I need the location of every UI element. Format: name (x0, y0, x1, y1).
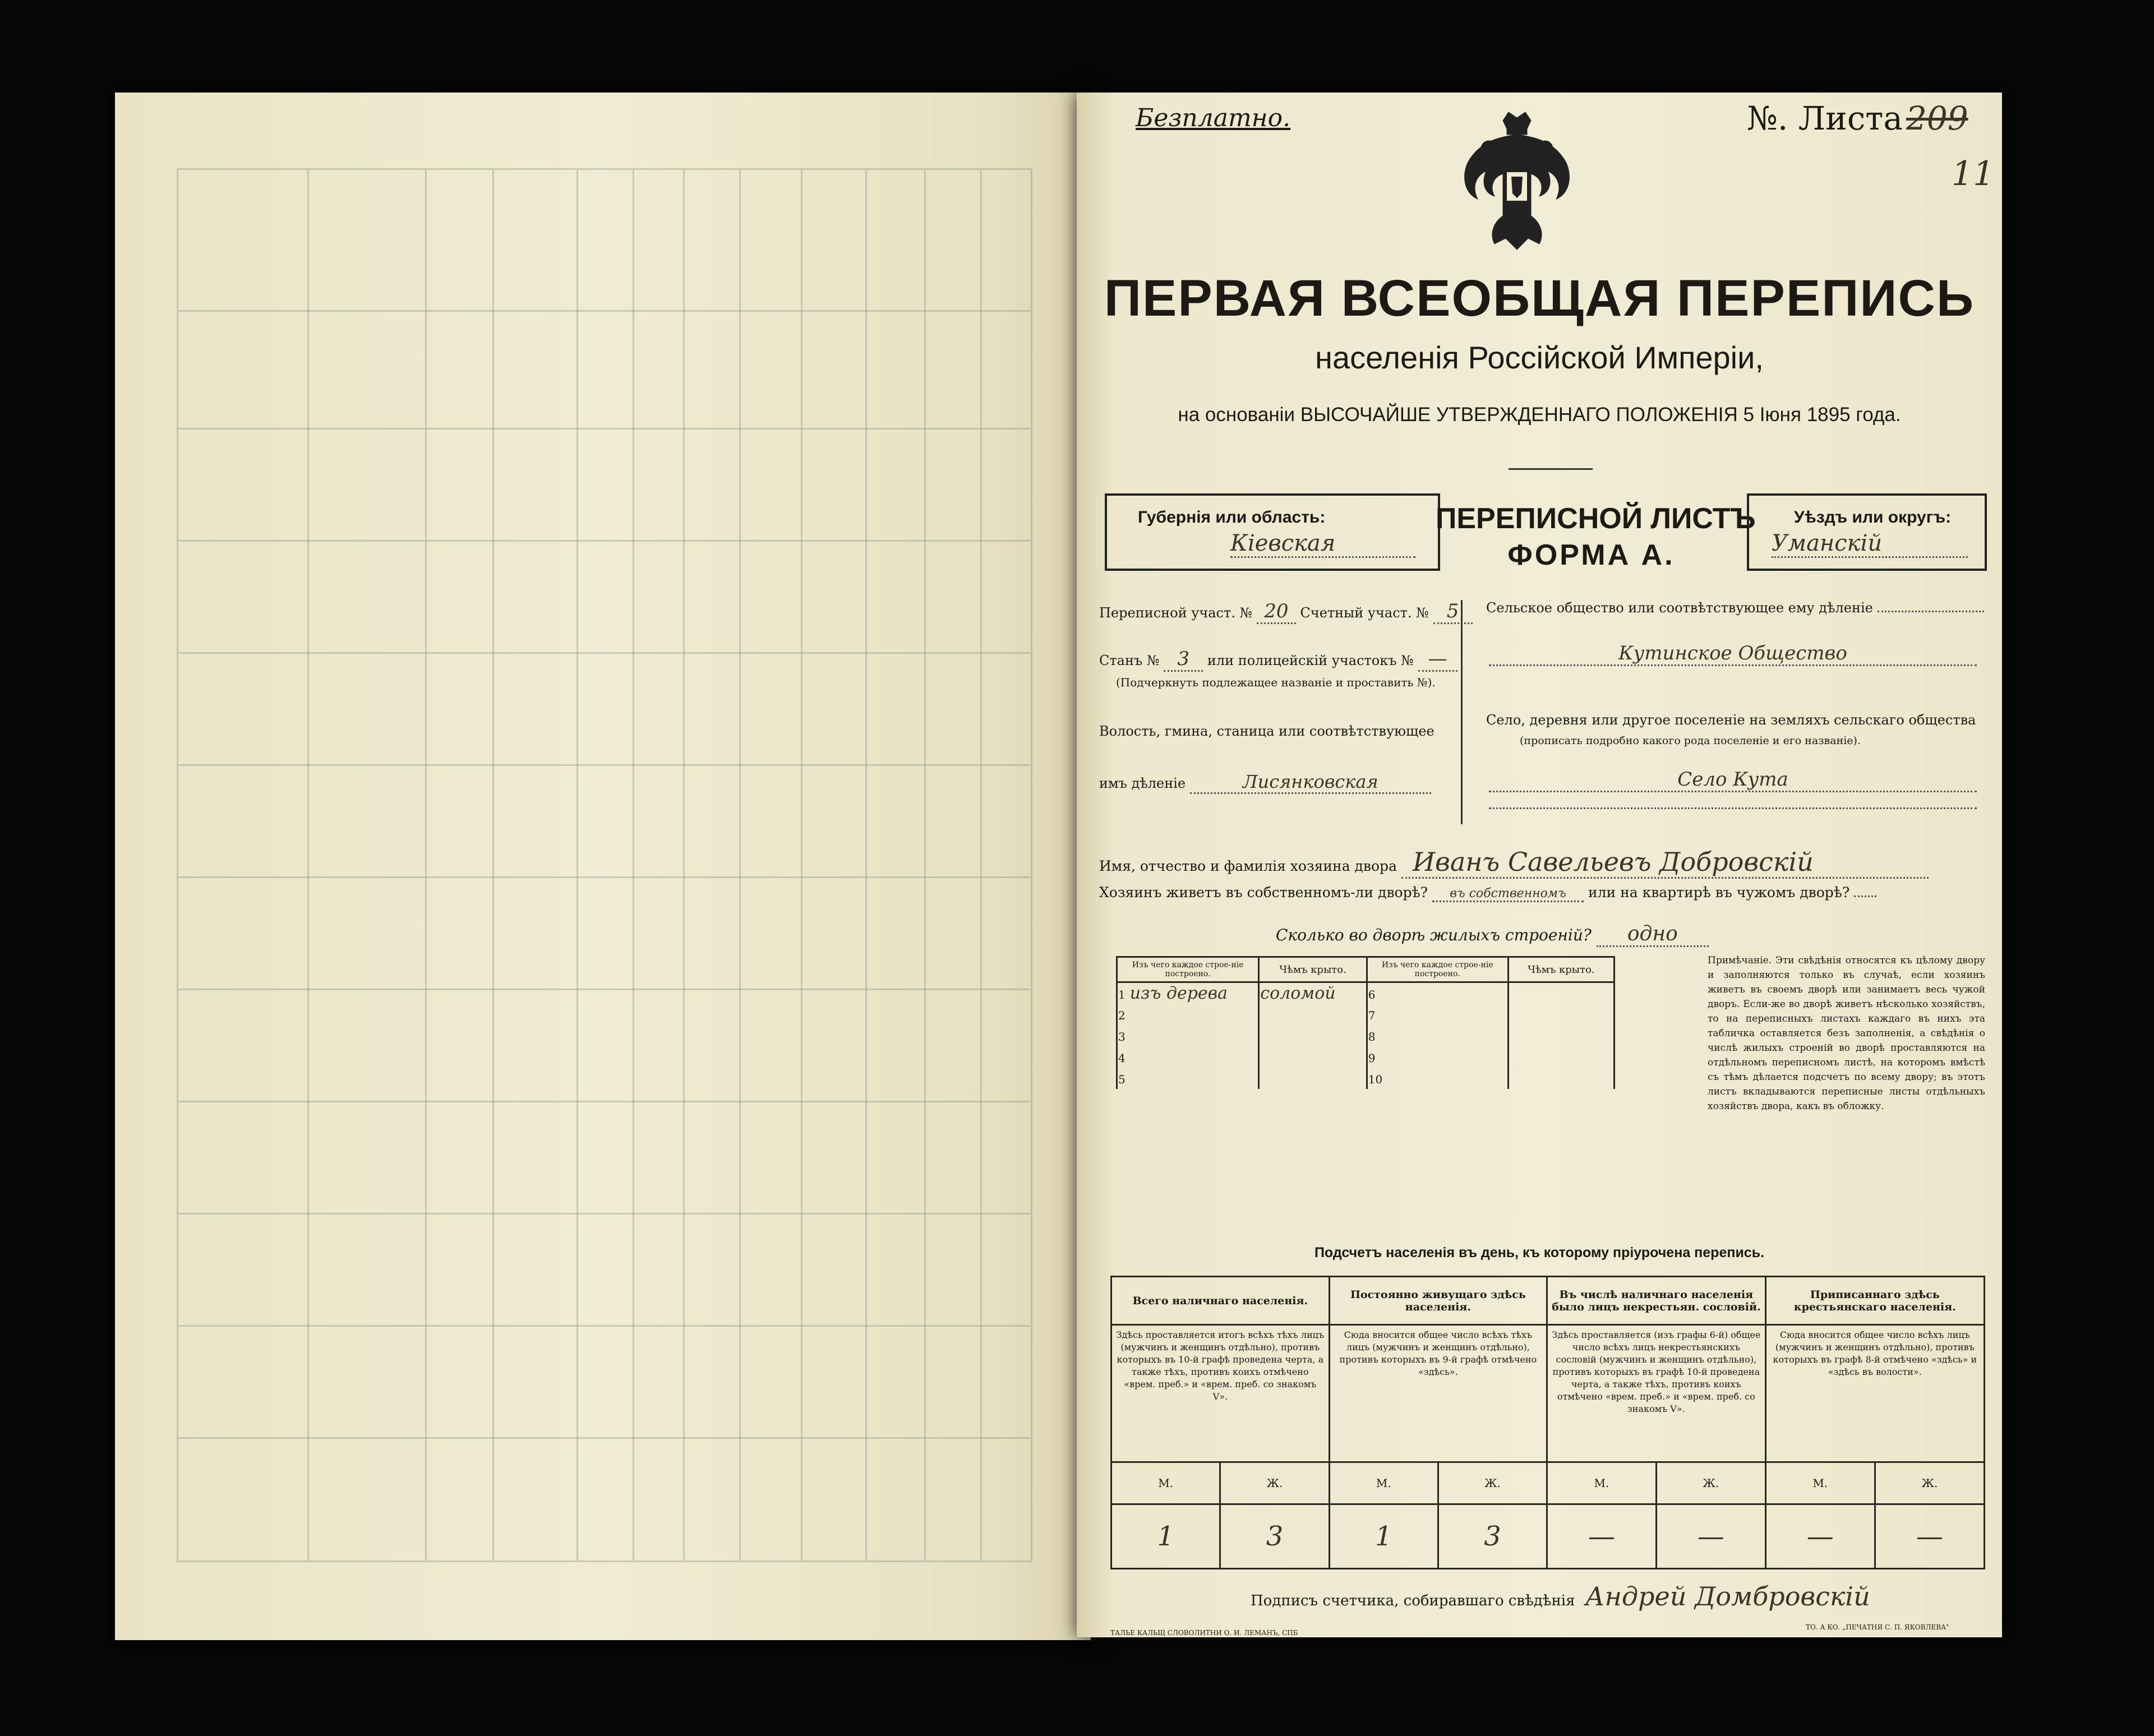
imprint-right: ТО. А КО. „ПЕЧАТНЯ С. П. ЯКОВЛЕВА" (1806, 1623, 1949, 1631)
count-value-m: 1 (1111, 1504, 1220, 1569)
province-value: Кіевская (1230, 530, 1415, 558)
legal-basis-line: на основаніи ВЫСОЧАЙШЕ УТВЕРЖДЕННАГО ПОЛОЖЕНІЯ 5 Іюня 1895 года. (1178, 404, 1901, 426)
material-cell (1367, 1004, 1508, 1025)
table-row (1117, 1046, 1615, 1068)
corner-pencil-mark: 11 (1952, 154, 1995, 193)
field-column-divider (1461, 600, 1463, 824)
table-row (1117, 1004, 1615, 1025)
count-col-head: Постоянно живущаго здѣсь населенія. (1329, 1277, 1547, 1325)
count-col-desc: Здѣсь проставляется (изъ графы 6-й) общее число всѣхъ лицъ некрестьянскихъ сословій (мужчинъ и женщинъ отдѣльно), противъ которыхъ въ графѣ 10-й проведена черта, а также тѣхъ, противъ коихъ отмѣчено «врем. преб.» и «врем. преб. со знакомъ V». (1547, 1325, 1766, 1462)
col-roof: Чѣмъ крыто. (1259, 957, 1367, 982)
province-label: Губернія или область: (1138, 508, 1326, 527)
society-value: Кутинское Общество (1489, 642, 1977, 666)
row-number: 1 (1118, 988, 1126, 1001)
count-head-row (1111, 1277, 1985, 1325)
district-value: Уманскій (1772, 530, 1968, 558)
sex-header-m: М. (1765, 1462, 1875, 1504)
sex-header-f: Ж. (1438, 1462, 1547, 1504)
buildings-count-value: одно (1597, 922, 1709, 947)
count-col-head: Всего наличнаго населенія. (1111, 1277, 1330, 1325)
census-section-field: Переписной участ. № 20 Счетный участ. № 5 (1099, 600, 1473, 624)
signature-field: Подписъ счетчика, собиравшаго свѣдѣнія Андрей Домбровскій (1251, 1581, 1870, 1612)
roof-cell (1508, 1046, 1614, 1068)
stan-value: 3 (1164, 648, 1203, 672)
count-mf-row (1111, 1462, 1985, 1504)
row-number: 5 (1118, 1073, 1126, 1086)
buildings-table (1116, 956, 1615, 1089)
imprint-left: ТАЛЬЕ КАЛЬЩ СЛОВОЛИТНИ О. И. ЛЕМАНЪ, СПБ (1110, 1629, 1298, 1637)
count-desc-row (1111, 1325, 1985, 1462)
village-note: (прописать подробно какого рода поселеніе и его названіе). (1520, 735, 1861, 747)
roof-cell (1508, 1004, 1614, 1025)
owner-name-value: Иванъ Савельевъ Добровскій (1401, 847, 1929, 879)
col-roof-2: Чѣмъ крыто. (1508, 957, 1614, 982)
row-number: 10 (1368, 1073, 1383, 1086)
underline-note: (Подчеркнуть подлежащее названіе и проставить №). (1116, 676, 1436, 689)
roof-cell (1259, 1025, 1367, 1046)
table-header-row (1117, 957, 1615, 982)
signature-value: Андрей Домбровскій (1585, 1581, 1870, 1612)
material-cell (1117, 982, 1259, 1004)
roof-cell (1508, 982, 1614, 1004)
left-page-back (115, 93, 1091, 1640)
buildings-note: Примѣчаніе. Эти свѣдѣнія относятся къ цѣлому двору и заполняются только въ случаѣ, если хозяинъ живетъ въ своемъ дворѣ или занимаетъ весь чужой дворъ. Если-же во дворѣ живетъ нѣсколько хозяйствъ, то на переписныхъ листахъ каждаго въ нихъ эта табличка оставляется безъ заполненія, а свѣдѣнія о числѣ жилыхъ строеній во дворѣ проставляются на отдѣльномъ переписномъ листѣ, на которомъ вмѣстѣ съ тѣмъ дѣлается подсчетъ по всему двору; въ этотъ листъ вкладываются переписные листы отдѣльныхъ хозяйствъ двора, какъ въ обложку. (1708, 955, 1985, 1112)
material-cell (1117, 1046, 1259, 1068)
row-number: 8 (1368, 1030, 1376, 1044)
roof-cell (1259, 1046, 1367, 1068)
form-title-1: ПЕРЕПИСНОЙ ЛИСТЪ (1436, 502, 1756, 535)
count-col-head: Въ числѣ наличнаго населенія было лицъ некрестьян. сословій. (1547, 1277, 1766, 1325)
row-number: 6 (1368, 988, 1376, 1001)
buildings-count-field: Сколько во дворѣ жилыхъ строеній? одно (1276, 922, 1709, 947)
col-material: Изъ чего каждое строе-ніе построено. (1117, 957, 1259, 982)
population-count-table (1110, 1276, 1985, 1569)
count-col-head: Приписаннаго здѣсь крестьянскаго населенія. (1765, 1277, 1984, 1325)
volost-field: имъ дѣленіе Лисянковская (1099, 771, 1431, 794)
count-value-f: — (1656, 1504, 1765, 1569)
material-cell (1367, 1025, 1508, 1046)
bleed-through-table (177, 168, 1032, 1562)
material-cell (1367, 1046, 1508, 1068)
sex-header-m: М. (1547, 1462, 1657, 1504)
count-col-desc: Здѣсь проставляется итогъ всѣхъ тѣхъ лицъ (мужчинъ и женщинъ отдѣльно), противъ которыхъ въ 10-й графѣ проведена черта, а также тѣхъ, противъ коихъ отмѣчено «врем. преб.» и «врем. преб. со знакомъ V». (1111, 1325, 1330, 1462)
village-label: Село, деревня или другое поселеніе на земляхъ сельскаго общества (1486, 712, 1976, 728)
sex-header-f: Ж. (1875, 1462, 1984, 1504)
count-value-m: — (1765, 1504, 1875, 1569)
count-value-f: 3 (1220, 1504, 1329, 1569)
owner-residence-value: въ собственномъ (1432, 887, 1584, 902)
owner-name-field: Имя, отчество и фамилія хозяина двора Иванъ Савельевъ Добровскій (1099, 847, 1929, 879)
count-value-m: — (1547, 1504, 1657, 1569)
count-values-row (1111, 1504, 1985, 1569)
count-title: Подсчетъ населенія въ день, къ которому пріурочена перепись. (1314, 1245, 1765, 1261)
volost-value: Лисянковская (1190, 771, 1431, 794)
material-cell (1367, 982, 1508, 1004)
material-value: изъ дерева (1129, 984, 1228, 1003)
village-extra-line (1489, 807, 1977, 809)
roof-cell (1508, 1025, 1614, 1046)
roof-cell (1508, 1068, 1614, 1089)
police-value: — (1418, 648, 1457, 672)
row-number: 7 (1368, 1009, 1376, 1022)
count-value-m: 1 (1329, 1504, 1438, 1569)
row-number: 9 (1368, 1051, 1376, 1065)
census-section-value: 20 (1257, 600, 1296, 624)
sex-header-f: Ж. (1656, 1462, 1765, 1504)
row-number: 4 (1118, 1051, 1126, 1065)
roof-value: соломой (1260, 984, 1336, 1003)
roof-cell (1259, 1004, 1367, 1025)
table-row (1117, 1025, 1615, 1046)
counting-section-value: 5 (1433, 600, 1473, 624)
material-cell (1367, 1068, 1508, 1089)
count-value-f: — (1875, 1504, 1984, 1569)
count-value-f: 3 (1438, 1504, 1547, 1569)
village-value: Село Кута (1489, 768, 1977, 792)
count-col-desc: Сюда вносится общее число всѣхъ лицъ (мужчинъ и женщинъ отдѣльно), противъ которыхъ въ графѣ 8-й отмѣчено «здѣсь» и «здѣсь въ волости». (1765, 1325, 1984, 1462)
main-title: ПЕРВАЯ ВСЕОБЩАЯ ПЕРЕПИСЬ (1104, 270, 1975, 327)
province-box (1105, 493, 1440, 571)
double-headed-eagle-emblem (1455, 109, 1579, 258)
sex-header-f: Ж. (1220, 1462, 1329, 1504)
district-label: Уѣздъ или округъ: (1794, 508, 1952, 527)
material-cell (1117, 1025, 1259, 1046)
stan-field: Станъ № 3 или полицейскій участокъ № — (1099, 648, 1457, 672)
table-row (1117, 1068, 1615, 1089)
material-cell (1117, 1004, 1259, 1025)
form-title-2: ФОРМА А. (1507, 539, 1675, 571)
count-col-desc: Сюда вносится общее число всѣхъ тѣхъ лицъ (мужчинъ и женщинъ отдѣльно), противъ которыхъ въ 9-й графѣ отмѣчено «здѣсь». (1329, 1325, 1547, 1462)
sex-header-m: М. (1111, 1462, 1220, 1504)
volost-label: Волость, гмина, станица или соотвѣтствующее (1099, 723, 1435, 739)
row-number: 3 (1118, 1030, 1126, 1044)
district-box (1747, 493, 1987, 571)
sex-header-m: М. (1329, 1462, 1438, 1504)
ornament-divider (1509, 468, 1593, 470)
sheet-number-label (1747, 99, 1968, 137)
roof-cell (1259, 1068, 1367, 1089)
society-field: Сельское общество или соотвѣтствующее ему дѣленіе (1486, 600, 1984, 616)
subtitle: населенія Россійской Имперіи, (1315, 340, 1764, 375)
table-row (1117, 982, 1615, 1004)
col-material-2: Изъ чего каждое строе-ніе построено. (1367, 957, 1508, 982)
roof-cell (1259, 982, 1367, 1004)
free-of-charge-label: Безплатно. (1136, 104, 1291, 132)
row-number: 2 (1118, 1009, 1126, 1022)
sheet-number-value: 209 (1906, 99, 1968, 137)
sheet-number-text: №. Листа (1747, 99, 1903, 137)
census-form-page (1077, 93, 2002, 1637)
material-cell (1117, 1068, 1259, 1089)
owner-residence-field: Хозяинъ живетъ въ собственномъ-ли дворѣ? въ собственномъ или на квартирѣ въ чужомъ дворѣ? (1099, 884, 1876, 902)
